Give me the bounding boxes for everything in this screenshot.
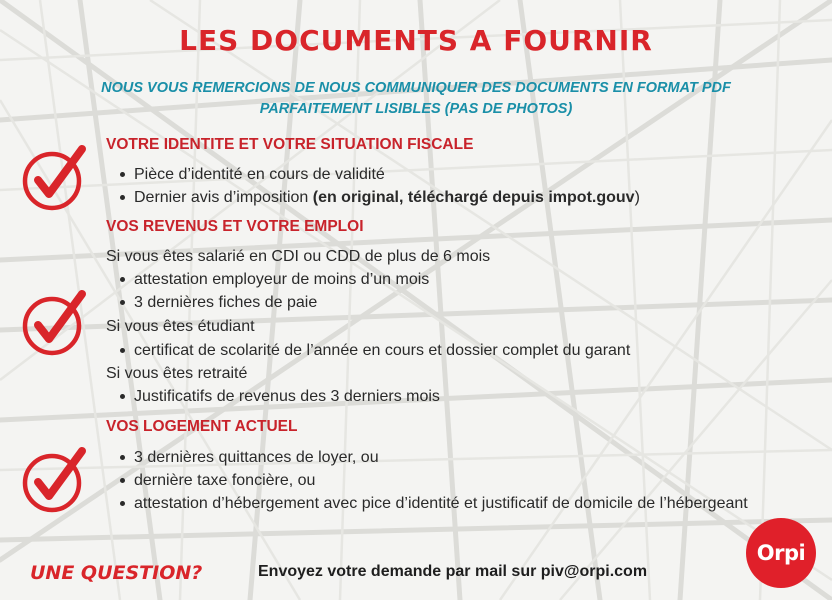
orpi-logo: Orpi [746, 518, 816, 588]
condition-etudiant: Si vous êtes étudiant [106, 318, 255, 335]
list-item [114, 186, 640, 209]
condition-retraite: Si vous êtes retraité [106, 365, 248, 382]
etudiant-list [114, 339, 630, 362]
section-heading-logement: VOS LOGEMENT ACTUEL [106, 418, 298, 435]
subtitle [20, 78, 812, 120]
list-item: Justificatifs de revenus des 3 derniers mois [114, 385, 440, 408]
subtitle-line-1: NOUS VOUS REMERCIONS DE NOUS COMMUNIQUER DES DOCUMENTS EN FORMAT PDF [101, 80, 731, 96]
list-item: attestation employeur de moins d’un mois [114, 268, 429, 291]
item-text-suffix: ) [634, 189, 640, 206]
list-item: dernière taxe foncière, ou [114, 469, 794, 492]
page-title: LES DOCUMENTS A FOURNIR [179, 24, 653, 57]
section-heading-identite: VOTRE IDENTITE ET VOTRE SITUATION FISCALE [106, 136, 474, 153]
item-bold-text: (en original, téléchargé depuis impot.gouv [312, 189, 635, 206]
list-item: 3 dernières quittances de loyer, ou [114, 446, 794, 469]
checkmark-circle-icon [18, 445, 90, 517]
list-item: 3 dernières fiches de paie [114, 291, 429, 314]
logement-list [114, 446, 794, 515]
list-item: Pièce d’identité en cours de validité [114, 163, 640, 186]
item-text: Dernier avis d’imposition [134, 189, 313, 206]
list-item: attestation d’hébergement avec pice d’identité et justificatif de domicile de l’hébergeant [114, 492, 794, 515]
section-heading-revenus: VOS REVENUS ET VOTRE EMPLOI [106, 218, 364, 235]
list-item: certificat de scolarité de l’année en cours et dossier complet du garant [114, 339, 630, 362]
checkmark-circle-icon [18, 288, 90, 360]
checkmark-circle-icon [18, 143, 90, 215]
salarie-list [114, 268, 429, 314]
retraite-list [114, 385, 440, 408]
subtitle-line-2: PARFAITEMENT LISIBLES (PAS DE PHOTOS) [259, 101, 573, 117]
condition-salarie: Si vous êtes salarié en CDI ou CDD de plus de 6 mois [106, 248, 491, 265]
footer-question: UNE QUESTION? [30, 562, 203, 584]
footer-contact-message: Envoyez votre demande par mail sur piv@orpi.com [258, 563, 648, 580]
identite-list [114, 163, 640, 209]
